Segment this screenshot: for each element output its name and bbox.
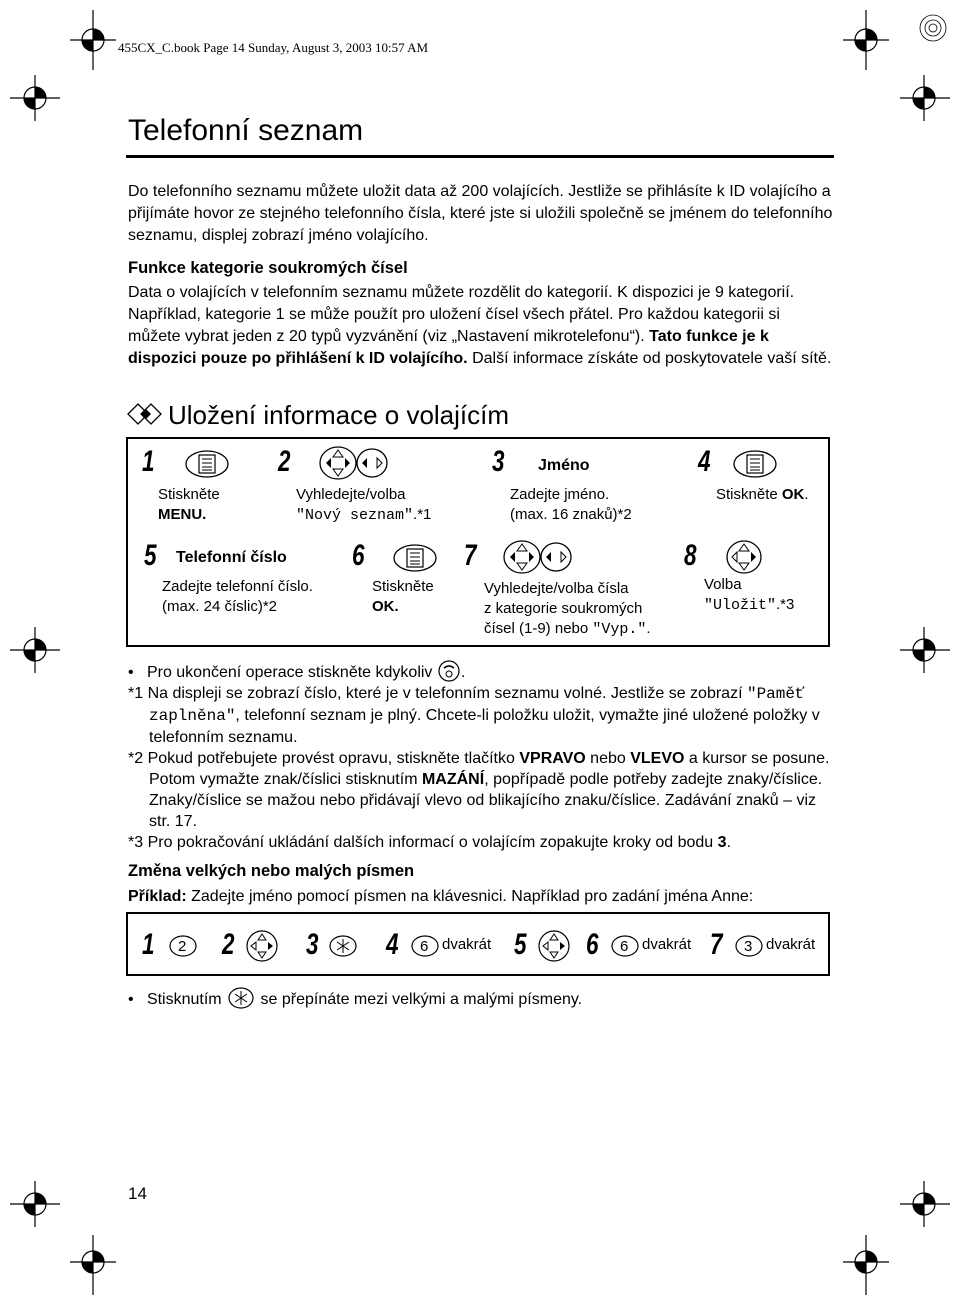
case-example [128, 886, 838, 907]
case-heading: Změna velkých nebo malých písmen [128, 862, 415, 880]
example-key-label: 3 [744, 938, 753, 955]
step8-text [704, 575, 794, 616]
example-step-number: 5 [514, 928, 527, 961]
left-key-label: VLEVO [630, 750, 685, 767]
step-number: 6 [352, 539, 365, 572]
navigator-key-icon [500, 537, 574, 577]
note-1-text: *1 Na displeji se zobrazí číslo, které je v telefonním seznamu volné. Jestliže se zobrazí [128, 685, 743, 702]
step-number: 7 [464, 539, 477, 572]
example-step-number: 2 [222, 928, 235, 961]
step5-line: Zadejte telefonní číslo. [162, 578, 313, 595]
step2-tail: .*1 [413, 506, 432, 523]
note-1 [128, 683, 838, 748]
intro-paragraph: Do telefonního seznamu můžete uložit data až 200 volajících. Jestliže se přihlásíte k ID volajícího a přijímáte hovor ze stejného telefonního čísla, které jste si uložili společně se jménem do telefonního seznamu, displej zobrazí jméno volajícího. [128, 183, 833, 244]
example-label: Příklad: [128, 888, 187, 905]
example-key-label: 6 [620, 938, 629, 955]
step2-line2 [296, 505, 431, 526]
example-step-number: 4 [386, 928, 399, 961]
note-3 [128, 832, 838, 853]
example-step-number: 7 [710, 928, 723, 961]
step7-mono: "Vyp." [592, 621, 647, 638]
step-number: 2 [278, 445, 291, 478]
book-header: 455CX_C.book Page 14 Sunday, August 3, 2003 10:57 AM [118, 40, 429, 55]
note-2 [128, 748, 838, 832]
step7-tail: . [646, 620, 651, 637]
step7-line: Vyhledejte/volba čísla [484, 580, 629, 597]
step4-pre: Stiskněte [716, 486, 782, 503]
diamond-bullet-icon [126, 402, 166, 426]
notes [128, 660, 838, 853]
step-number: 4 [698, 445, 711, 478]
step8-line: Volba [704, 576, 742, 593]
step1-text [158, 485, 220, 525]
title-rule [126, 155, 834, 158]
step6-key: OK. [372, 598, 399, 615]
menu-key-icon [184, 449, 230, 479]
step1-key: MENU. [158, 506, 207, 523]
note-bullet: • Pro ukončení operace stiskněte kdykoliv . [128, 660, 838, 683]
note-bullet-tail: . [460, 664, 466, 681]
step3-label: Jméno [538, 457, 590, 474]
case-bullet: • Stisknutím se přepínáte mezi velkými a malými písmeny. [128, 987, 838, 1010]
ok-key-icon [732, 449, 778, 479]
step-number: 8 [684, 539, 697, 572]
star-key-icon [328, 934, 358, 958]
step5-line: (max. 24 číslic)*2 [162, 598, 278, 615]
step-number: 5 [144, 539, 157, 572]
right-key-label: VPRAVO [519, 750, 586, 767]
case-bullet-text-end: se přepínáte mezi velkými a malými písmeny. [260, 991, 583, 1008]
note-3-end: . [726, 834, 732, 851]
example-key-label: 6 [420, 938, 429, 955]
example-times: dvakrát [442, 936, 492, 953]
category-text-end: Další informace získáte od poskytovatele vaší sítě. [472, 350, 832, 367]
case-bullet-text: Stisknutím [146, 991, 222, 1008]
step6-text [372, 577, 434, 617]
example-box [126, 912, 830, 976]
navigator-key-icon [244, 928, 280, 964]
category-text: Data o volajících v telefonním seznamu můžete rozdělit do kategorií. K dispozici je 9 kategorií. Například, kategorie 1 se může použít pro uložení čísel všech přátel. Pro každou kategorii si můžete vybrat jeden z 20 typů vyzvánění (viz „Nastavení mikrotelefonu“). [128, 284, 795, 345]
example-step-number: 3 [306, 928, 319, 961]
step5-text [162, 577, 313, 617]
step3-line: (max. 16 znaků)*2 [510, 506, 632, 523]
step2-line: Vyhledejte/volba [296, 486, 406, 503]
note-2-text: *2 Pokud potřebujete provést opravu, stiskněte tlačítko [128, 750, 520, 767]
note-2-text-2: a kursor se posune. Potom vymažte znak/číslici stisknutím [149, 750, 830, 788]
category-bold-text: Tato funkce je k dispozici pouze po přihlášení k ID volajícího. [128, 328, 769, 367]
page-number: 14 [128, 1184, 147, 1203]
note-1-mono: "Paměť zaplněna" [149, 685, 805, 725]
step2-text [296, 485, 431, 526]
note-1-text-end: , telefonní seznam je plný. Chcete-li položku uložit, vymažte jiné uložené položky v telefonním seznamu. [149, 707, 820, 746]
example-step-number: 1 [142, 928, 155, 961]
section-title: Uložení informace o volajícím [168, 400, 510, 430]
step8-tail: .*3 [776, 596, 795, 613]
step-number: 1 [142, 445, 155, 478]
example-step-number: 6 [586, 928, 599, 961]
step4-text [716, 485, 809, 505]
category-paragraph [128, 282, 834, 370]
page-title: Telefonní seznam [128, 114, 364, 147]
step7-line3 [484, 619, 651, 640]
step7-line3-text: čísel (1-9) nebo [484, 620, 593, 637]
note-2-mid: nebo [585, 750, 631, 767]
step8-line2 [704, 595, 794, 616]
step-number: 3 [492, 445, 505, 478]
step3-line: Zadejte jméno. [510, 486, 610, 503]
steps-box [126, 437, 830, 647]
navigator-key-icon [724, 537, 764, 577]
note-3-step: 3 [717, 834, 727, 851]
step4-post: . [804, 486, 809, 503]
example-text: Zadejte jméno pomocí písmen na klávesnici. Například pro zadání jména Anne: [186, 888, 754, 905]
note-bullet-text: Pro ukončení operace stiskněte kdykoliv [146, 664, 433, 681]
step4-key: OK [781, 486, 805, 503]
step7-text [484, 579, 651, 640]
category-heading: Funkce kategorie soukromých čísel [128, 259, 408, 277]
step1-line: Stiskněte [158, 486, 220, 503]
example-key-label: 2 [178, 938, 187, 955]
example-times: dvakrát [766, 936, 816, 953]
star-key-icon [226, 987, 256, 1009]
note-3-text: *3 Pro pokračování ukládání dalších informací o volajícím zopakujte kroky od bodu [128, 834, 718, 851]
step8-mono: "Uložit" [704, 597, 777, 614]
note-2-text-3: , popřípadě podle potřeby zadejte znaky/číslice. Znaky/číslice se mažou nebo přidávají vlevo od blikajícího znaku/číslice. Zadávání znaků – viz str. 17. [149, 771, 823, 830]
delete-key-label: MAZÁNÍ [421, 771, 485, 788]
step3-text [510, 485, 632, 525]
step7-line: z kategorie soukromých [484, 600, 643, 617]
navigator-key-icon [316, 443, 390, 483]
example-times: dvakrát [642, 936, 692, 953]
off-key-icon [437, 660, 461, 682]
step6-line: Stiskněte [372, 578, 434, 595]
ok-key-icon [392, 543, 438, 573]
navigator-key-icon [536, 928, 572, 964]
step2-mono: "Nový seznam" [296, 507, 414, 524]
step5-label: Telefonní číslo [176, 549, 287, 566]
